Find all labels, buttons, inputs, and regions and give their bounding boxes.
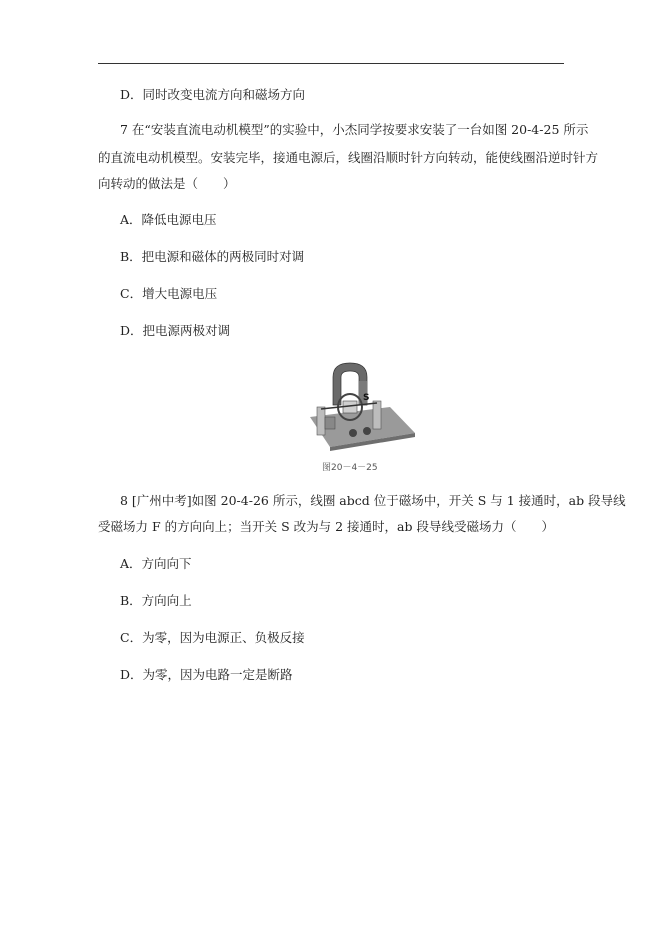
q8-stem-line1: 8 [广州中考]如图 20-4-26 所示，线圈 abcd 位于磁场中，开关 S 与 1 接通时，ab 段导线 bbox=[120, 493, 626, 508]
q8-option-b: B．方向向上 bbox=[120, 593, 192, 608]
q8-option-d: D．为零，因为电路一定是断路 bbox=[120, 667, 293, 682]
header-rule bbox=[98, 63, 564, 64]
q7-stem-line2: 的直流电动机模型。安装完毕，接通电源后，线圈沿顺时针方向转动，能使线圈沿逆时针方 bbox=[98, 150, 599, 165]
q8-option-a: A．方向向下 bbox=[120, 556, 192, 571]
magnet-label: S bbox=[363, 393, 370, 403]
q7-option-d: D．把电源两极对调 bbox=[120, 323, 231, 338]
q7-stem-line3: 向转动的做法是（ ） bbox=[98, 176, 236, 191]
q8-stem-line2: 受磁场力 F 的方向向上；当开关 S 改为与 2 接通时，ab 段导线受磁场力（ ） bbox=[98, 519, 554, 534]
dc-motor-model-icon bbox=[295, 355, 415, 475]
q8-option-c: C．为零，因为电源正、负极反接 bbox=[120, 630, 305, 645]
q7-option-b: B．把电源和磁体的两极同时对调 bbox=[120, 249, 305, 264]
q6-option-d: D．同时改变电流方向和磁场方向 bbox=[120, 87, 306, 102]
figure-caption: 图20－4－25 bbox=[322, 463, 378, 473]
q7-option-a: A．降低电源电压 bbox=[120, 212, 217, 227]
q7-stem-line1: 7 在“安装直流电动机模型”的实验中，小杰同学按要求安装了一台如图 20-4-25 所示 bbox=[120, 122, 589, 137]
q7-option-c: C．增大电源电压 bbox=[120, 286, 218, 301]
